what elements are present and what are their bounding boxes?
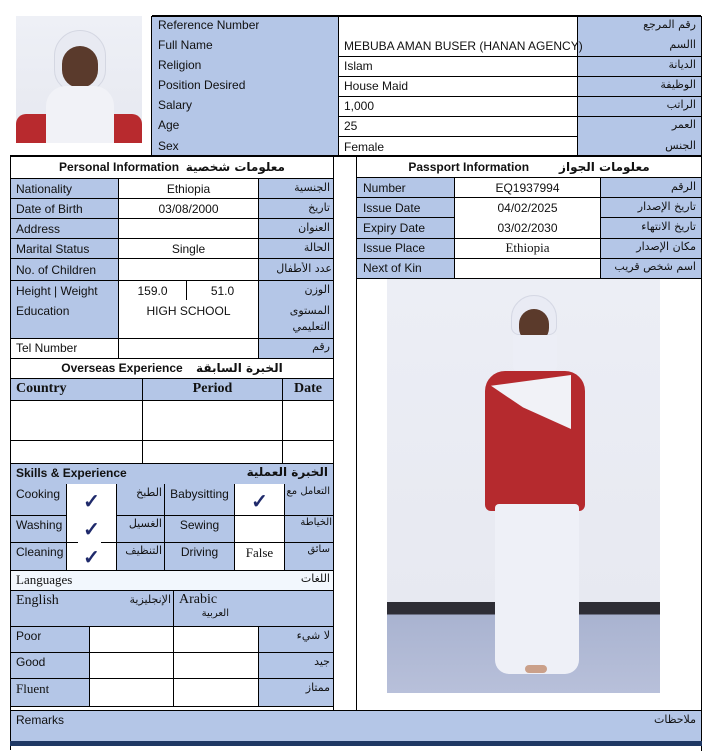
skill-value-babysitting: ✓ <box>251 491 268 513</box>
header-label-position-desired: Position Desired <box>158 78 246 92</box>
passport-label-expiry-date: Expiry Date <box>363 221 426 235</box>
passport-ar-issue-date: تاريخ الإصدار <box>637 200 696 213</box>
header-ar-age: العمر <box>671 118 696 131</box>
skill-label-babysitting: Babysitting <box>170 487 229 501</box>
passport-ar-expiry-date: تاريخ الانتهاء <box>641 220 696 233</box>
personal-value-dob: 03/08/2000 <box>158 202 219 216</box>
skill-label-cooking: Cooking <box>16 487 61 501</box>
overseas-title-en: Overseas Experience <box>61 361 183 375</box>
header-value-sex: Female <box>344 140 385 154</box>
skill-label-driving: Driving <box>180 545 219 559</box>
personal-ar-address: العنوان <box>298 221 330 234</box>
header-label-reference-number: Reference Number <box>158 18 260 32</box>
overseas-title-ar: الخبرة السابقة <box>196 361 283 375</box>
personal-ar-education: المستوى التعليمي <box>289 304 330 333</box>
personal-value-marital-status: Single <box>171 242 206 256</box>
language-level-fluent-ar: ممتاز <box>305 681 330 694</box>
languages-title: Languages <box>16 572 73 587</box>
personal-ar-children: عدد الأطفال <box>276 262 332 275</box>
language-arabic: Arabic <box>179 592 218 607</box>
personal-label-address: Address <box>16 222 61 236</box>
personal-ar-weight: الوزن <box>304 283 330 296</box>
skill-ar-cleaning: التنظيف <box>125 544 162 557</box>
remarks-label-ar: ملاحظات <box>654 713 696 726</box>
personal-label-nationality: Nationality <box>16 182 73 196</box>
passport-label-next-of-kin: Next of Kin <box>363 261 422 275</box>
skill-ar-driving: سائق <box>307 544 330 555</box>
overseas-col-period: Period <box>192 381 233 396</box>
remarks-label: Remarks <box>16 713 65 727</box>
personal-info-title <box>11 160 333 174</box>
header-label-salary: Salary <box>158 98 193 112</box>
personal-value-education: HIGH SCHOOL <box>146 304 231 318</box>
skill-ar-babysitting: التعامل مع <box>286 486 330 497</box>
passport-ar-next-of-kin: اسم شخص قريب <box>614 260 696 273</box>
passport-ar-number: الرقم <box>670 180 696 193</box>
passport-info-title <box>357 160 701 174</box>
skill-ar-washing: الغسيل <box>128 517 162 530</box>
header-label-sex: Sex <box>158 139 179 153</box>
skill-label-washing: Washing <box>16 518 63 532</box>
personal-label-dob: Date of Birth <box>16 202 83 216</box>
language-level-poor: Poor <box>16 629 42 643</box>
header-value-salary: 1,000 <box>344 99 375 113</box>
personal-label-marital-status: Marital Status <box>16 242 90 256</box>
language-level-poor-ar: لا شيء <box>296 629 330 642</box>
header-ar-religion: الديانة <box>668 58 696 71</box>
header-ar-sex: الجنس <box>665 139 696 152</box>
personal-info-title-ar: معلومات شخصية <box>185 160 285 174</box>
language-english: English <box>16 593 59 608</box>
header-label-age: Age <box>158 118 180 132</box>
skill-label-sewing: Sewing <box>179 518 220 532</box>
footer-bar <box>10 741 702 746</box>
personal-label-height-weight: Height | Weight <box>16 284 98 298</box>
header-value-position-desired: House Maid <box>344 79 409 93</box>
header-value-age: 25 <box>344 119 358 133</box>
overseas-col-country: Country <box>16 381 67 396</box>
personal-ar-marital: الحالة <box>303 241 330 254</box>
personal-label-children: No. of Children <box>16 263 97 277</box>
header-value-full-name: MEBUBA AMAN BUSER (HANAN AGENCY) <box>344 39 583 53</box>
header-value-religion: Islam <box>344 59 373 73</box>
headshot-photo <box>16 16 142 143</box>
full-body-photo <box>387 279 660 693</box>
languages-title-ar: اللغات <box>300 572 330 585</box>
personal-ar-dob: تاريخ <box>308 201 330 214</box>
header-ar-position: الوظيفة <box>660 78 696 91</box>
language-level-good-ar: جيد <box>314 655 330 668</box>
personal-ar-nationality: الجنسية <box>294 181 330 194</box>
skill-ar-cooking: الطبخ <box>136 486 162 499</box>
personal-label-education: Education <box>16 304 70 318</box>
passport-label-issue-place: Issue Place <box>363 241 426 255</box>
language-arabic-ar: العربية <box>201 608 229 619</box>
header-ar-full-name: االسم <box>669 38 696 51</box>
skills-title: Skills & Experience <box>16 466 127 480</box>
passport-value-number: EQ1937994 <box>495 181 560 195</box>
personal-value-weight: 51.0 <box>210 284 235 298</box>
header-ar-salary: الراتب <box>666 98 696 111</box>
language-level-good: Good <box>16 655 46 669</box>
overseas-title <box>11 361 333 375</box>
personal-info-title-en: Personal Information <box>59 160 180 174</box>
passport-value-issue-place: Ethiopia <box>505 240 550 255</box>
skill-ar-sewing: الخياطة <box>300 517 332 528</box>
overseas-col-date: Date <box>294 381 322 396</box>
personal-value-nationality: Ethiopia <box>166 182 211 196</box>
passport-ar-issue-place: مكان الإصدار <box>636 240 696 253</box>
header-ar-reference-number: رقم المرجع <box>643 18 696 31</box>
language-level-fluent: Fluent <box>16 681 50 696</box>
languages-names-row <box>11 591 333 626</box>
skills-title-ar: الخبرة العملية <box>246 465 328 479</box>
personal-label-tel: Tel Number <box>16 341 78 355</box>
header-label-full-name: Full Name <box>158 38 213 52</box>
remarks-row <box>11 711 701 741</box>
language-english-ar: الإنجليزية <box>129 593 171 606</box>
skill-label-cleaning: Cleaning <box>16 545 64 559</box>
passport-info-title-en: Passport Information <box>408 160 530 174</box>
header-label-religion: Religion <box>158 58 202 72</box>
skill-value-cleaning: ✓ <box>83 547 100 569</box>
skill-value-cooking: ✓ <box>83 491 100 513</box>
passport-label-issue-date: Issue Date <box>363 201 421 215</box>
personal-ar-tel: رقم <box>312 340 330 353</box>
passport-label-number: Number <box>363 181 406 195</box>
passport-value-expiry-date: 03/02/2030 <box>497 221 558 235</box>
passport-value-issue-date: 04/02/2025 <box>497 201 558 215</box>
skill-value-driving: False <box>245 545 274 560</box>
skill-value-washing: ✓ <box>83 519 100 541</box>
passport-info-title-ar: معلومات الجواز <box>559 160 650 174</box>
personal-value-height: 159.0 <box>137 284 168 298</box>
